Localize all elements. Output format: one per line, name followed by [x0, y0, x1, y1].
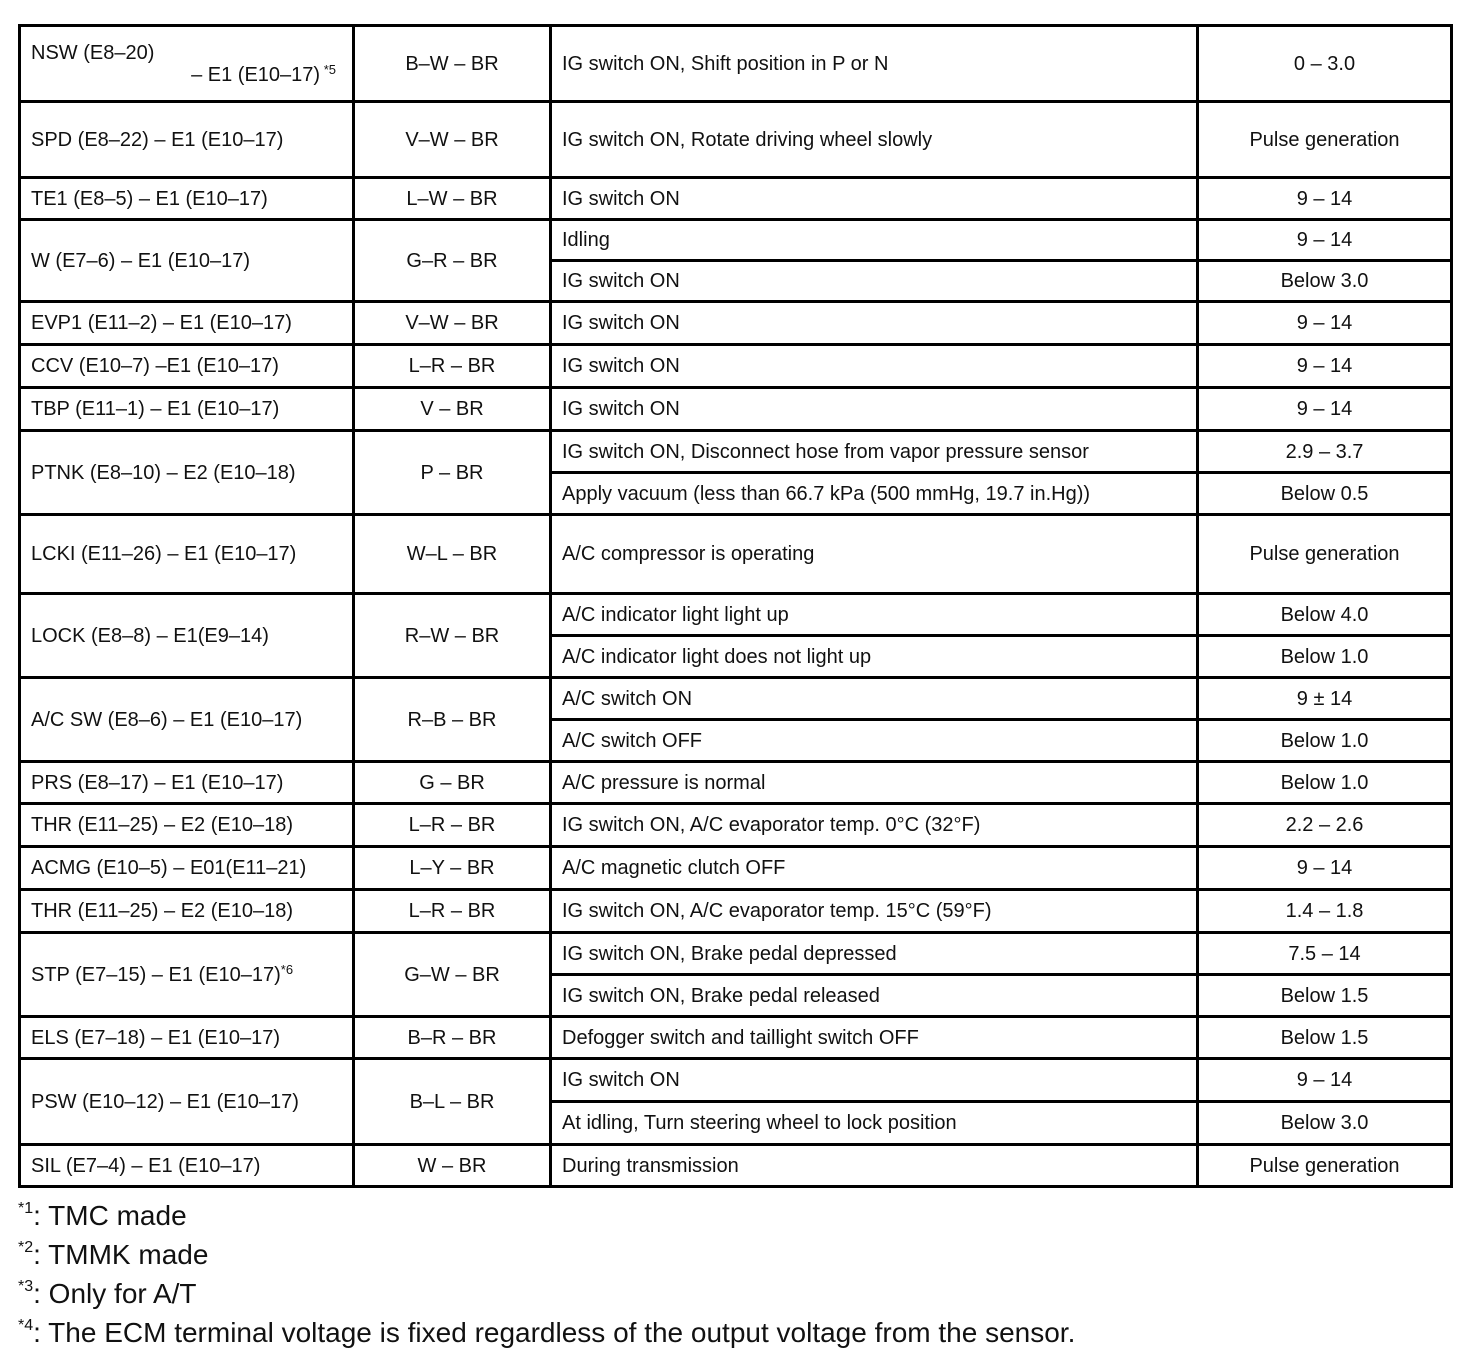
condition-cell: IG switch ON: [551, 261, 1198, 302]
wiring-color-cell: L–R – BR: [354, 804, 551, 847]
table-row: [20, 1059, 1452, 1102]
footnote: [18, 1196, 1075, 1235]
wiring-color-cell: R–W – BR: [354, 594, 551, 678]
footnote-mark: *6: [280, 961, 294, 977]
condition-cell: IG switch ON: [551, 345, 1198, 388]
terminal-cell: [20, 762, 354, 804]
specified-value-cell: Below 1.0: [1198, 636, 1452, 678]
terminal-cell: [20, 1059, 354, 1145]
terminal-cell: [20, 26, 354, 102]
condition-cell: At idling, Turn steering wheel to lock position: [551, 1102, 1198, 1145]
specified-value-cell: Below 3.0: [1198, 1102, 1452, 1145]
specified-value-cell: Pulse generation: [1198, 102, 1452, 178]
specified-value-cell: 2.9 – 3.7: [1198, 431, 1452, 473]
wiring-color-cell: V–W – BR: [354, 302, 551, 345]
wiring-color-cell: L–R – BR: [354, 890, 551, 933]
wiring-color-cell: W–L – BR: [354, 515, 551, 594]
condition-cell: IG switch ON: [551, 388, 1198, 431]
terminal-text: W (E7–6) – E1 (E10–17): [31, 249, 250, 272]
table-row: [20, 933, 1452, 975]
specified-value-cell: Pulse generation: [1198, 1145, 1452, 1187]
terminal-text: A/C SW (E8–6) – E1 (E10–17): [31, 708, 303, 731]
table-row: [20, 1145, 1452, 1187]
wiring-color-cell: R–B – BR: [354, 678, 551, 762]
specified-value-cell: Below 1.0: [1198, 762, 1452, 804]
specified-value-cell: 9 – 14: [1198, 847, 1452, 890]
terminal-cell: [20, 594, 354, 678]
table-row: [20, 431, 1452, 473]
wiring-color-cell: G–R – BR: [354, 220, 551, 302]
table-row: [20, 26, 1452, 102]
specified-value-cell: 9 – 14: [1198, 220, 1452, 261]
terminal-text: THR (E11–25) – E2 (E10–18): [31, 814, 293, 836]
footnote-text: : TMC made: [33, 1200, 187, 1231]
specified-value-cell: 9 – 14: [1198, 1059, 1452, 1102]
wiring-color-cell: G – BR: [354, 762, 551, 804]
footnote-text: : TMMK made: [33, 1239, 209, 1270]
terminal-cell: [20, 847, 354, 890]
specified-value-cell: 9 – 14: [1198, 178, 1452, 220]
wiring-color-cell: B–R – BR: [354, 1017, 551, 1059]
condition-cell: IG switch ON, Brake pedal depressed: [551, 933, 1198, 975]
terminal-cell: [20, 515, 354, 594]
footnote-mark: *4: [18, 1317, 34, 1334]
specified-value-cell: Below 1.0: [1198, 720, 1452, 762]
table-row: [20, 762, 1452, 804]
condition-cell: A/C indicator light does not light up: [551, 636, 1198, 678]
terminal-cell: [20, 220, 354, 302]
terminal-cell: [20, 933, 354, 1017]
footnote-mark: *1: [18, 1200, 34, 1217]
wiring-color-cell: B–W – BR: [354, 26, 551, 102]
table-row: [20, 515, 1452, 594]
terminal-text: NSW (E8–20): [31, 41, 155, 64]
footnote-mark: *3: [18, 1278, 34, 1295]
condition-cell: Idling: [551, 220, 1198, 261]
footnote-text: : The ECM terminal voltage is fixed regardless of the output voltage from the sensor.: [33, 1317, 1076, 1348]
wiring-color-cell: V–W – BR: [354, 102, 551, 178]
table-row: [20, 345, 1452, 388]
footnote-text: : Only for A/T: [33, 1278, 197, 1309]
condition-cell: A/C compressor is operating: [551, 515, 1198, 594]
table-row: [20, 302, 1452, 345]
condition-cell: IG switch ON, Shift position in P or N: [551, 26, 1198, 102]
condition-cell: IG switch ON, Rotate driving wheel slowly: [551, 102, 1198, 178]
table-row: [20, 102, 1452, 178]
wiring-color-cell: B–L – BR: [354, 1059, 551, 1145]
condition-cell: IG switch ON, A/C evaporator temp. 0°C (32°F): [551, 804, 1198, 847]
table-row: [20, 220, 1452, 261]
terminal-text: STP (E7–15) – E1 (E10–17): [31, 963, 281, 986]
terminal-voltage-table: [18, 24, 1453, 1188]
specified-value-cell: Below 3.0: [1198, 261, 1452, 302]
specified-value-cell: 7.5 – 14: [1198, 933, 1452, 975]
terminal-text: LOCK (E8–8) – E1(E9–14): [31, 624, 269, 647]
terminal-text: THR (E11–25) – E2 (E10–18): [31, 900, 293, 922]
table-row: [20, 388, 1452, 431]
terminal-text: TE1 (E8–5) – E1 (E10–17): [31, 187, 268, 210]
specified-value-cell: 9 ± 14: [1198, 678, 1452, 720]
wiring-color-cell: L–Y – BR: [354, 847, 551, 890]
specified-value-cell: 1.4 – 1.8: [1198, 890, 1452, 933]
wiring-color-cell: V – BR: [354, 388, 551, 431]
terminal-text: TBP (E11–1) – E1 (E10–17): [31, 398, 280, 420]
wiring-color-cell: L–W – BR: [354, 178, 551, 220]
condition-cell: Defogger switch and taillight switch OFF: [551, 1017, 1198, 1059]
terminal-text: PTNK (E8–10) – E2 (E10–18): [31, 461, 296, 484]
terminal-cell: [20, 678, 354, 762]
terminal-text-line2: – E1 (E10–17) $^{*5}$: [191, 61, 336, 86]
terminal-cell: [20, 178, 354, 220]
wiring-color-cell: L–R – BR: [354, 345, 551, 388]
terminal-cell: [20, 302, 354, 345]
specified-value-cell: Below 0.5: [1198, 473, 1452, 515]
condition-cell: IG switch ON, A/C evaporator temp. 15°C (59°F): [551, 890, 1198, 933]
terminal-cell: [20, 102, 354, 178]
condition-cell: A/C magnetic clutch OFF: [551, 847, 1198, 890]
footnote: [18, 1235, 1075, 1274]
wiring-color-cell: W – BR: [354, 1145, 551, 1187]
condition-cell: IG switch ON: [551, 1059, 1198, 1102]
table-row: [20, 678, 1452, 720]
terminal-cell: [20, 890, 354, 933]
footnote: [18, 1313, 1075, 1352]
terminal-cell: [20, 1017, 354, 1059]
footnote-mark: *2: [18, 1239, 34, 1256]
condition-cell: Apply vacuum (less than 66.7 kPa (500 mmHg, 19.7 in.Hg)): [551, 473, 1198, 515]
table-row: [20, 847, 1452, 890]
table-body: [20, 26, 1452, 1187]
condition-cell: IG switch ON: [551, 178, 1198, 220]
specified-value-cell: 9 – 14: [1198, 302, 1452, 345]
wiring-color-cell: P – BR: [354, 431, 551, 515]
specified-value-cell: 2.2 – 2.6: [1198, 804, 1452, 847]
terminal-text: ELS (E7–18) – E1 (E10–17): [31, 1026, 281, 1049]
terminal-cell: [20, 431, 354, 515]
terminal-cell: [20, 345, 354, 388]
terminal-text: CCV (E10–7) –E1 (E10–17): [31, 355, 279, 377]
specified-value-cell: Below 4.0: [1198, 594, 1452, 636]
specified-value-cell: Below 1.5: [1198, 975, 1452, 1017]
terminal-text: LCKI (E11–26) – E1 (E10–17): [31, 543, 297, 565]
terminal-text: PRS (E8–17) – E1 (E10–17): [31, 771, 284, 794]
condition-cell: During transmission: [551, 1145, 1198, 1187]
condition-cell: A/C switch OFF: [551, 720, 1198, 762]
condition-cell: IG switch ON: [551, 302, 1198, 345]
terminal-text: ACMG (E10–5) – E01(E11–21): [31, 857, 307, 879]
condition-cell: A/C indicator light light up: [551, 594, 1198, 636]
table-row: [20, 890, 1452, 933]
specified-value-cell: 9 – 14: [1198, 345, 1452, 388]
terminal-cell: [20, 388, 354, 431]
terminal-text: SIL (E7–4) – E1 (E10–17): [31, 1154, 261, 1177]
terminal-cell: [20, 1145, 354, 1187]
specified-value-cell: Below 1.5: [1198, 1017, 1452, 1059]
table-row: [20, 178, 1452, 220]
terminal-text: PSW (E10–12) – E1 (E10–17): [31, 1090, 299, 1113]
specified-value-cell: 9 – 14: [1198, 388, 1452, 431]
table-row: [20, 594, 1452, 636]
specified-value-cell: 0 – 3.0: [1198, 26, 1452, 102]
wiring-color-cell: G–W – BR: [354, 933, 551, 1017]
footnotes: [18, 1196, 1075, 1352]
condition-cell: IG switch ON, Brake pedal released: [551, 975, 1198, 1017]
table-row: [20, 1017, 1452, 1059]
terminal-cell: [20, 804, 354, 847]
terminal-text: SPD (E8–22) – E1 (E10–17): [31, 128, 284, 151]
table-row: [20, 804, 1452, 847]
footnote-mark: *5: [320, 61, 336, 77]
condition-cell: A/C pressure is normal: [551, 762, 1198, 804]
condition-cell: A/C switch ON: [551, 678, 1198, 720]
specified-value-cell: Pulse generation: [1198, 515, 1452, 594]
terminal-text: EVP1 (E11–2) – E1 (E10–17): [31, 312, 292, 334]
condition-cell: IG switch ON, Disconnect hose from vapor pressure sensor: [551, 431, 1198, 473]
footnote: [18, 1274, 1075, 1313]
